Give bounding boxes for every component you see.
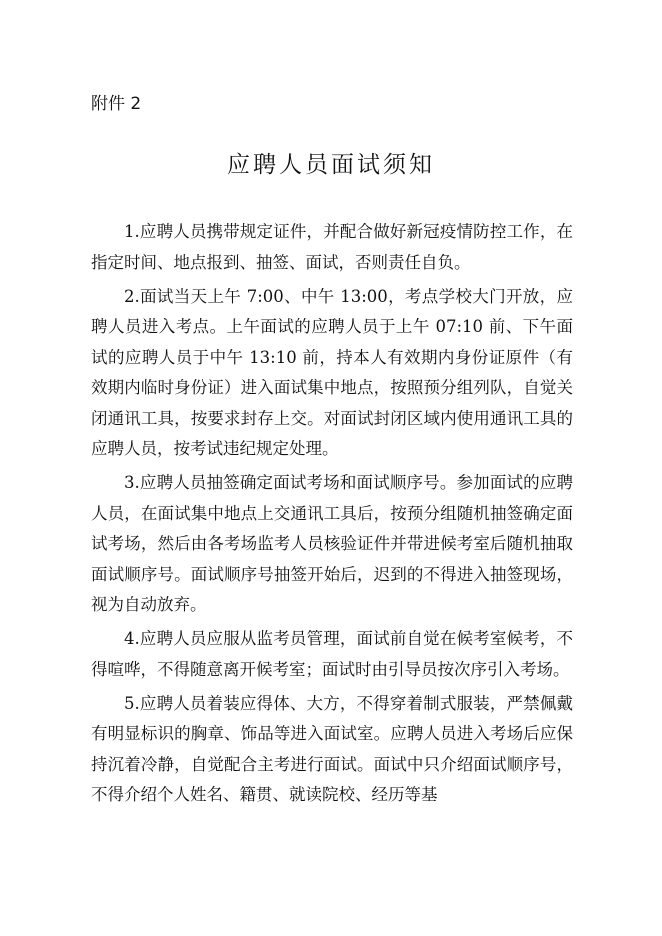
attachment-label: 附件 2 [91,94,142,114]
paragraph-1: 1.应聘人员携带规定证件，并配合做好新冠疫情防控工作，在指定时间、地点报到、抽签、面试，否则责任自负。 [91,222,573,272]
paragraph-2: 2.面试当天上午 7:00、中午 13:00，考点学校大门开放，应聘人员进入考点。上午面试的应聘人员于上午 07:10 前、下午面试的应聘人员于中午 13:10 前，持本人有效期内身份证原件（有效期内临时身份证）进入面试集中地点，按照预分组列队，自觉关闭通讯工具，按要求封存上交。对面试封闭区域内使用通讯工具的应聘人员，按考试违纪规定处理。 [91,286,573,458]
paragraph-3: 3.应聘人员抽签确定面试考场和面试顺序号。参加面试的应聘人员，在面试集中地点上交通讯工具后，按预分组随机抽签确定面试考场，然后由各考场监考人员核验证件并带进候考室后随机抽取面试顺序号。面试顺序号抽签开始后，迟到的不得进入抽签现场，视为自动放弃。 [91,473,573,614]
document-body [91,217,573,814]
paragraph-4: 4.应聘人员应服从监考员管理，面试前自觉在候考室候考，不得喧哗，不得随意离开候考室；面试时由引导员按次序引入考场。 [91,629,573,679]
paragraph-5: 5.应聘人员着装应得体、大方，不得穿着制式服装，严禁佩戴有明显标识的胸章、饰品等进入面试室。应聘人员进入考场后应保持沉着冷静，自觉配合主考进行面试。面试中只介绍面试顺序号，不得介绍个人姓名、籍贯、就读院校、经历等基 [91,693,573,804]
document-title: 应聘人员面试须知 [227,152,435,178]
